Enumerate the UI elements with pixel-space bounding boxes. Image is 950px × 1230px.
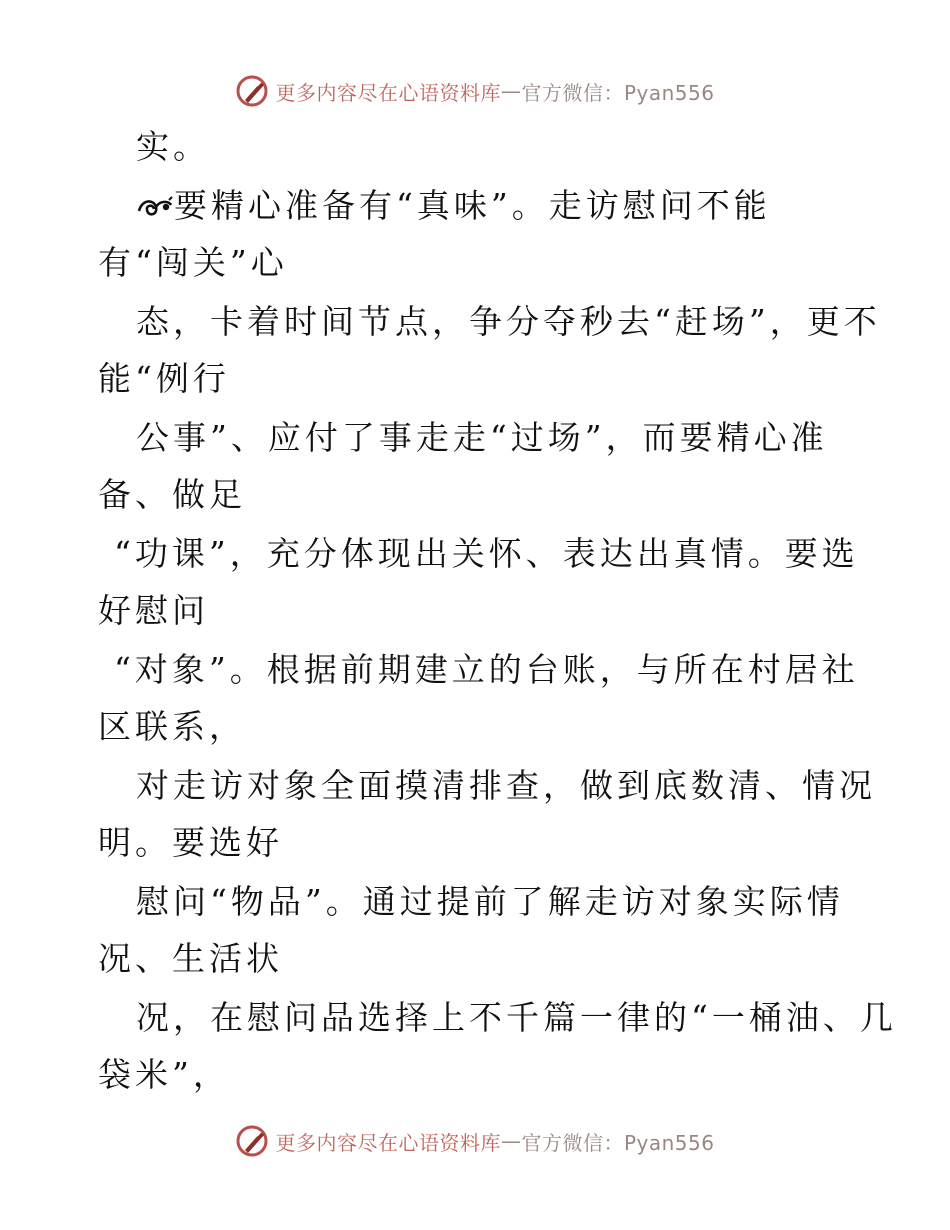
- text-line: 慰问“物品”。通过提前了解走访对象实际情: [136, 882, 844, 921]
- text-line: 袋米”，: [98, 1055, 230, 1094]
- text-line-with-fleuron: [136, 186, 771, 226]
- watermark-separator: —: [500, 79, 522, 103]
- text-line: 好慰问: [98, 591, 209, 630]
- text-line: 况、生活状: [98, 939, 283, 978]
- header-watermark: [0, 72, 950, 110]
- pen-logo-icon: [235, 1124, 271, 1158]
- fleuron-icon: [136, 191, 174, 221]
- text-line: “对象”。根据前期建立的台账，与所在村居社: [114, 650, 859, 689]
- watermark-wechat: 官方微信：Pyan556: [521, 1130, 715, 1155]
- text-line: 态，卡着时间节点，争分夺秒去“赶场”，更不: [136, 302, 881, 341]
- pen-logo-icon: [235, 74, 271, 108]
- watermark-brand: 更多内容尽在心语资料库: [275, 1130, 501, 1155]
- text-line: 备、做足: [98, 475, 246, 514]
- text-line: 区联系，: [98, 707, 246, 746]
- text-line: 公事”、应付了事走走“过场”，而要精心准: [136, 418, 828, 457]
- text-line: 有“闯关”心: [98, 243, 288, 282]
- text-line-content: 要精心准备有“真味”。走访慰问不能: [174, 186, 771, 225]
- watermark-separator: —: [500, 1129, 522, 1153]
- text-line: 能“例行: [98, 359, 230, 398]
- watermark-brand: 更多内容尽在心语资料库: [275, 80, 501, 105]
- watermark-wechat: 官方微信：Pyan556: [521, 80, 715, 105]
- text-line: 实。: [136, 127, 210, 166]
- text-line: 况，在慰问品选择上不千篇一律的“一桶油、几: [136, 998, 897, 1037]
- text-line: 对走访对象全面摸清排查，做到底数清、情况: [136, 766, 876, 805]
- footer-watermark: [0, 1122, 950, 1160]
- text-line: “功课”，充分体现出关怀、表达出真情。要选: [114, 534, 859, 573]
- text-line: 明。要选好: [98, 823, 283, 862]
